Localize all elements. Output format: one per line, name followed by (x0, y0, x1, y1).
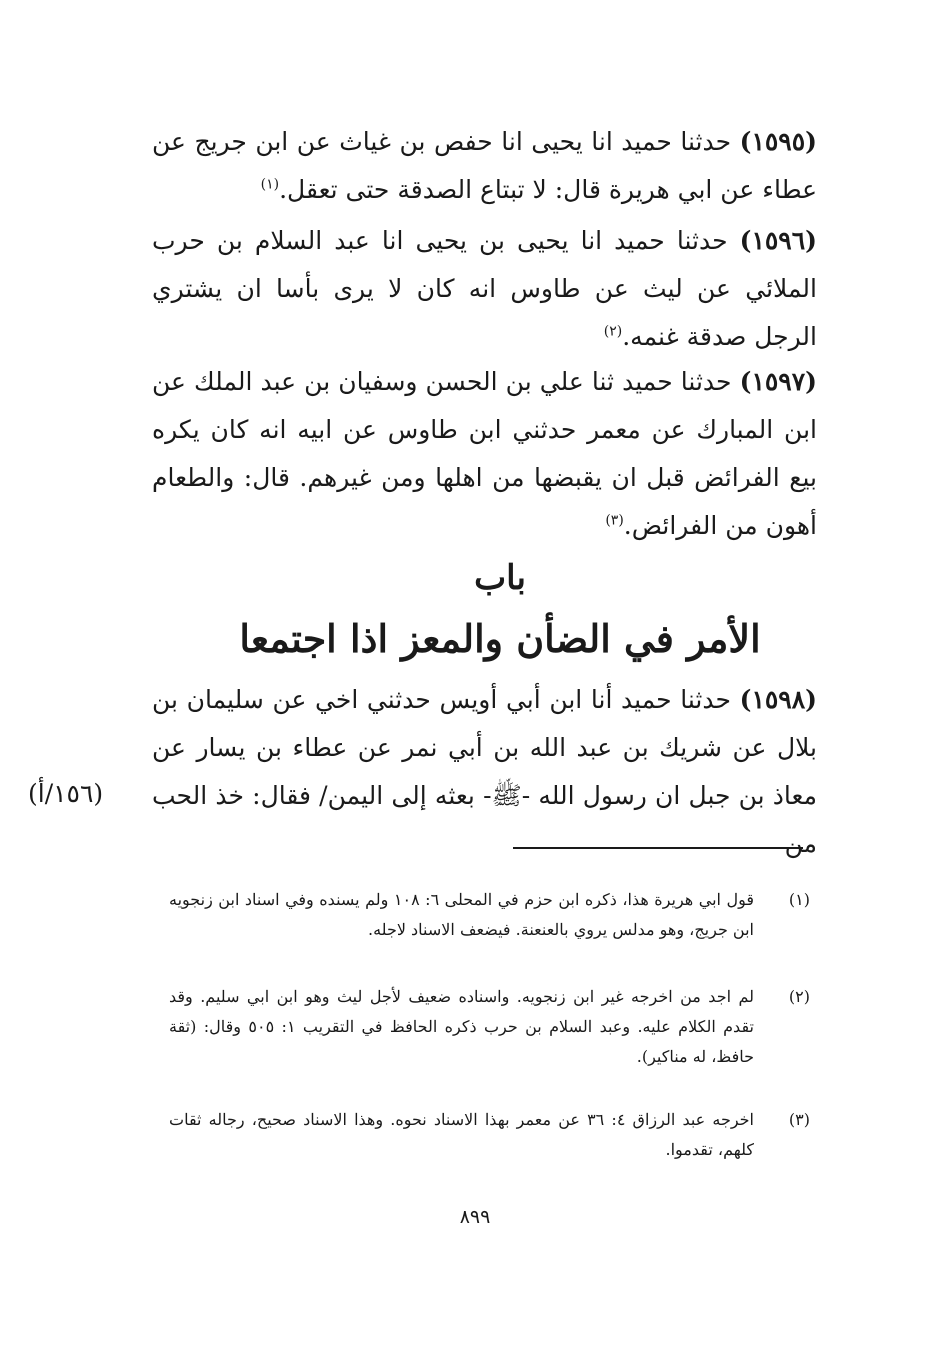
footnote-3 (160, 1105, 810, 1169)
hadith-1595 (152, 118, 817, 214)
hadith-text: حدثنا حميد انا يحيى انا حفص بن غياث عن ابن جريج عن عطاء عن ابي هريرة قال: لا تبتاع الصدقة حتى تعقل. (152, 127, 817, 204)
footnote-marker: (٣) (605, 512, 624, 529)
hadith-number: (١٥٩٥) (739, 127, 817, 156)
chapter-label: باب (474, 558, 526, 598)
footnote-number: (٢) (788, 987, 810, 1006)
chapter-title: الأمر في الضأن والمعز اذا اجتمعا (239, 616, 761, 661)
footnote-marker: (٢) (603, 323, 623, 340)
footnote-text: اخرجه عبد الرزاق ٤: ٣٦ عن معمر بهذا الاسناد نحوه. وهذا الاسناد صحيح، رجاله ثقات كلهم، تقدموا. (169, 1110, 754, 1159)
footnote-number: (١) (788, 890, 810, 909)
footnote-text: لم اجد من اخرجه غير ابن زنجويه. واسناده ضعيف لأجل ليث وهو ابن ابي سليم. وقد تقدم الكلام عليه. وعبد السلام بن حرب ذكره الحافظ في التقريب ١: ٥٠٥ وقال: (ثقة حافظ، له مناكير). (169, 987, 754, 1066)
hadith-1597 (152, 358, 817, 550)
hadith-text: حدثنا حميد ثنا علي بن الحسن وسفيان بن عبد الملك عن ابن المبارك عن معمر حدثني ابن طاوس عن ابيه انه كان يكره بيع الفرائض قبل ان يقبضها من اهلها ومن غيرهم. قال: والطعام أهون من الفرائض. (152, 367, 817, 540)
footnote-marker: (١) (260, 176, 280, 193)
hadith-number: (١٥٩٨) (739, 685, 817, 714)
hadith-text: حدثنا حميد انا يحيى بن يحيى انا عبد السلام بن حرب الملائي عن ليث عن طاوس انه كان لا يرى بأسا ان يشتري الرجل صدقة غنمه. (152, 226, 817, 351)
page-number: ٨٩٩ (459, 1206, 491, 1228)
footnote-1 (160, 885, 810, 981)
hadith-1598 (152, 676, 817, 868)
footnote-divider (513, 847, 803, 849)
hadith-number: (١٥٩٦) (739, 226, 817, 255)
hadith-text: حدثنا حميد أنا ابن أبي أويس حدثني اخي عن سليمان بن بلال عن شريك بن عبد الله بن أبي نمر عن عطاء بن يسار عن معاذ بن جبل ان رسول الله -ﷺ- بعثه إلى اليمن/ فقال: خذ الحب من (152, 685, 817, 858)
manuscript-folio-reference: (١٥٦/أ) (28, 779, 104, 808)
footnote-number: (٣) (788, 1110, 810, 1129)
footnote-text: قول ابي هريرة هذا، ذكره ابن حزم في المحلى ٦: ١٠٨ ولم يسنده وفي اسناد ابن زنجويه ابن جريج، وهو مدلس يروي بالعنعنة. فيضعف الاسناد لاجله. (169, 890, 755, 939)
hadith-1596 (152, 217, 817, 361)
hadith-number: (١٥٩٧) (739, 367, 817, 396)
footnote-2 (160, 982, 810, 1104)
